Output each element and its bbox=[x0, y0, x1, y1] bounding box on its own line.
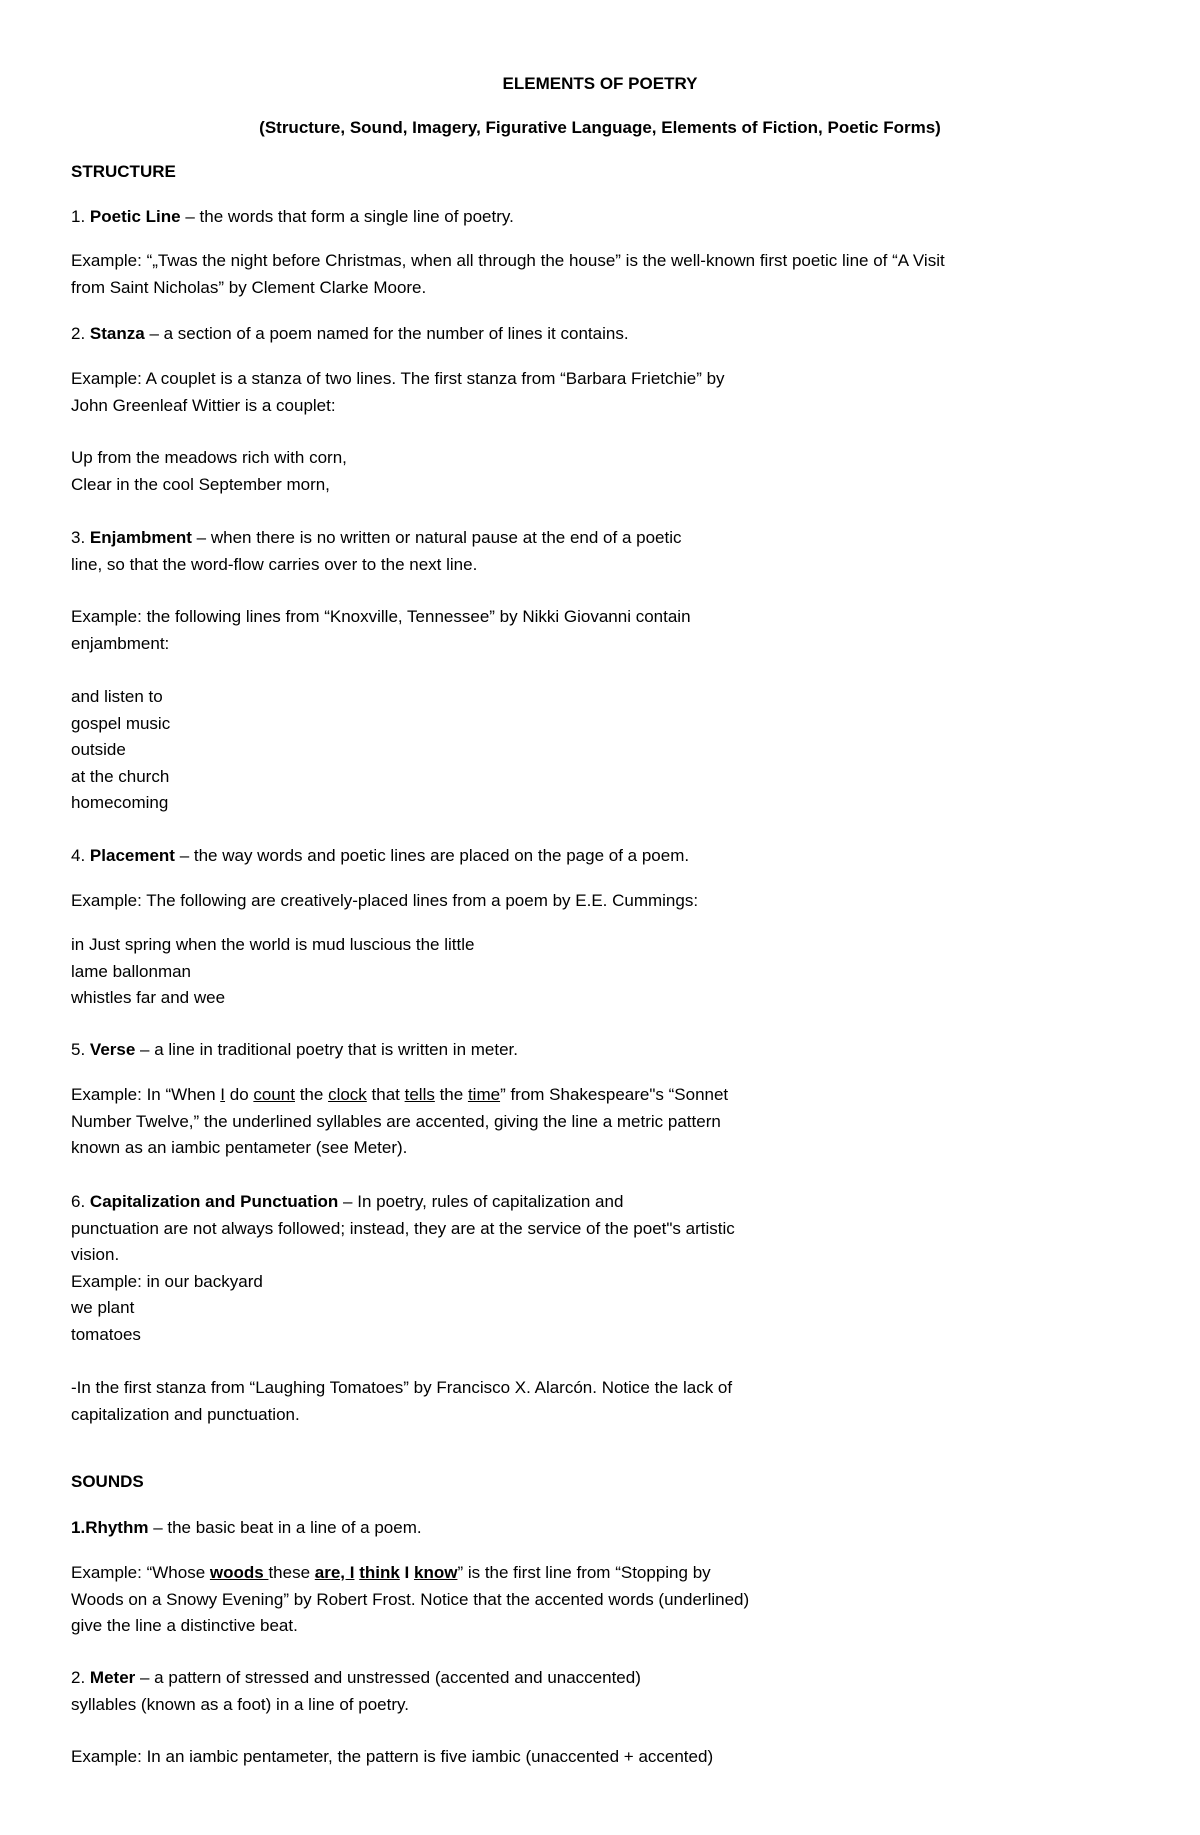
example-line: known as an iambic pentameter (see Meter). bbox=[71, 1138, 408, 1157]
underlined-syllable: I bbox=[220, 1085, 226, 1104]
poem-excerpt-enjambment bbox=[71, 684, 170, 817]
text-segment: these bbox=[268, 1563, 315, 1582]
example-verse bbox=[71, 1082, 728, 1162]
section-heading-structure: STRUCTURE bbox=[71, 162, 176, 181]
underlined-word: are, I bbox=[314, 1563, 355, 1582]
term-stanza: Stanza bbox=[89, 324, 145, 343]
document-title: ELEMENTS OF POETRY bbox=[502, 74, 698, 93]
item-number: 1. bbox=[71, 207, 86, 226]
definition-text: – a line in traditional poetry that is written in meter. bbox=[135, 1040, 519, 1059]
poem-line: Up from the meadows rich with corn, bbox=[71, 448, 347, 467]
definition-stanza bbox=[71, 321, 629, 348]
example-stanza bbox=[71, 366, 725, 419]
definition-text: – a section of a poem named for the number of lines it contains. bbox=[144, 324, 629, 343]
poem-line: lame ballonman bbox=[71, 961, 192, 981]
item-number: 6. bbox=[71, 1192, 86, 1211]
text-segment: I bbox=[399, 1563, 414, 1582]
term-capitalization-punctuation: Capitalization and Punctuation bbox=[89, 1192, 339, 1211]
text-segment: that bbox=[366, 1085, 405, 1104]
example-line: Example: the following lines from “Knoxville, Tennessee” by Nikki Giovanni contain bbox=[71, 607, 691, 626]
text-segment: Example: In “When bbox=[71, 1085, 221, 1104]
text-segment: the bbox=[294, 1085, 329, 1104]
term-rhythm: Rhythm bbox=[85, 1518, 149, 1537]
underlined-syllable: tells bbox=[404, 1085, 435, 1104]
note-line: capitalization and punctuation. bbox=[71, 1404, 300, 1424]
poem-line: and listen to bbox=[71, 687, 163, 706]
text-segment: Example: “Whose bbox=[71, 1563, 210, 1582]
document-subtitle: (Structure, Sound, Imagery, Figurative Language, Elements of Fiction, Poetic Forms) bbox=[259, 118, 941, 137]
example-line: give the line a distinctive beat. bbox=[71, 1616, 298, 1635]
example-line: Example: In an iambic pentameter, the pattern is five iambic (unaccented + accented) bbox=[71, 1747, 714, 1766]
example-line: enjambment: bbox=[71, 633, 170, 653]
example-placement bbox=[71, 888, 698, 915]
poem-line: outside bbox=[71, 740, 126, 759]
example-line: from Saint Nicholas” by Clement Clarke Moore. bbox=[71, 277, 427, 297]
example-line: Number Twelve,” the underlined syllables are accented, giving the line a metric pattern bbox=[71, 1111, 721, 1131]
example-line: Woods on a Snowy Evening” by Robert Frost. Notice that the accented words (underlined) bbox=[71, 1589, 750, 1609]
text-segment: do bbox=[225, 1085, 254, 1104]
section-heading-sounds: SOUNDS bbox=[71, 1472, 144, 1491]
definition-text-cont: syllables (known as a foot) in a line of poetry. bbox=[71, 1694, 409, 1714]
underlined-word: know bbox=[413, 1563, 458, 1582]
example-line: Example: A couplet is a stanza of two lines. The first stanza from “Barbara Frietchie” by bbox=[71, 369, 725, 388]
example-line: Example: in our backyard bbox=[71, 1271, 263, 1291]
example-poetic-line bbox=[71, 248, 945, 301]
definition-enjambment bbox=[71, 525, 681, 578]
term-enjambment: Enjambment bbox=[89, 528, 192, 547]
definition-rhythm bbox=[71, 1515, 422, 1542]
example-line: Example: “„Twas the night before Christmas, when all through the house” is the well-known first poetic line of “A Visit bbox=[71, 251, 945, 270]
note-line: -In the first stanza from “Laughing Tomatoes” by Francisco X. Alarcón. Notice the lack of bbox=[71, 1378, 733, 1397]
text-segment: the bbox=[434, 1085, 468, 1104]
poem-excerpt-stanza bbox=[71, 445, 347, 498]
note-capitalization-punctuation bbox=[71, 1375, 732, 1428]
underlined-syllable: clock bbox=[328, 1085, 367, 1104]
example-line-underlined bbox=[71, 1082, 728, 1109]
underlined-syllable: time bbox=[467, 1085, 501, 1104]
definition-text: – In poetry, rules of capitalization and bbox=[338, 1192, 624, 1211]
definition-text-cont: vision. bbox=[71, 1245, 120, 1264]
definition-text: – the words that form a single line of poetry. bbox=[180, 207, 514, 226]
item-number: 2. bbox=[71, 324, 86, 343]
poem-line: Clear in the cool September morn, bbox=[71, 474, 330, 494]
term-meter: Meter bbox=[89, 1668, 136, 1687]
poem-line: tomatoes bbox=[71, 1324, 141, 1344]
underlined-word: woods bbox=[209, 1563, 269, 1582]
text-segment: ” is the first line from “Stopping by bbox=[457, 1563, 711, 1582]
example-enjambment bbox=[71, 604, 691, 657]
definition-text-cont: line, so that the word-flow carries over to the next line. bbox=[71, 554, 478, 574]
term-poetic-line: Poetic Line bbox=[89, 207, 181, 226]
underlined-word: think bbox=[359, 1563, 400, 1582]
definition-text: – when there is no written or natural pause at the end of a poetic bbox=[191, 528, 682, 547]
poem-excerpt-placement bbox=[71, 932, 474, 1012]
definition-capitalization-punctuation bbox=[71, 1189, 735, 1348]
underlined-syllable: count bbox=[253, 1085, 295, 1104]
poem-line: we plant bbox=[71, 1298, 135, 1317]
poem-line: whistles far and wee bbox=[71, 988, 226, 1007]
definition-verse bbox=[71, 1037, 518, 1064]
item-number: 5. bbox=[71, 1040, 86, 1059]
item-number: 1. bbox=[71, 1518, 86, 1537]
example-line: Example: The following are creatively-placed lines from a poem by E.E. Cummings: bbox=[71, 891, 699, 910]
definition-text-cont: punctuation are not always followed; instead, they are at the service of the poet"s artistic bbox=[71, 1218, 735, 1238]
definition-poetic-line bbox=[71, 204, 514, 231]
definition-placement bbox=[71, 843, 689, 870]
example-line-underlined bbox=[71, 1560, 749, 1587]
text-segment: ” from Shakespeare"s “Sonnet bbox=[500, 1085, 729, 1104]
term-placement: Placement bbox=[89, 846, 175, 865]
item-number: 3. bbox=[71, 528, 86, 547]
poem-line: gospel music bbox=[71, 713, 171, 733]
definition-text: – the way words and poetic lines are placed on the page of a poem. bbox=[174, 846, 690, 865]
poem-line: at the church bbox=[71, 766, 170, 786]
definition-text: – a pattern of stressed and unstressed (accented and unaccented) bbox=[135, 1668, 641, 1687]
poem-line: homecoming bbox=[71, 793, 169, 812]
item-number: 2. bbox=[71, 1668, 86, 1687]
definition-text: – the basic beat in a line of a poem. bbox=[148, 1518, 422, 1537]
poem-line: in Just spring when the world is mud luscious the little bbox=[71, 935, 475, 954]
example-line: John Greenleaf Wittier is a couplet: bbox=[71, 395, 336, 415]
example-meter bbox=[71, 1744, 713, 1771]
definition-meter bbox=[71, 1665, 641, 1718]
example-rhythm bbox=[71, 1560, 749, 1640]
term-verse: Verse bbox=[89, 1040, 136, 1059]
item-number: 4. bbox=[71, 846, 86, 865]
